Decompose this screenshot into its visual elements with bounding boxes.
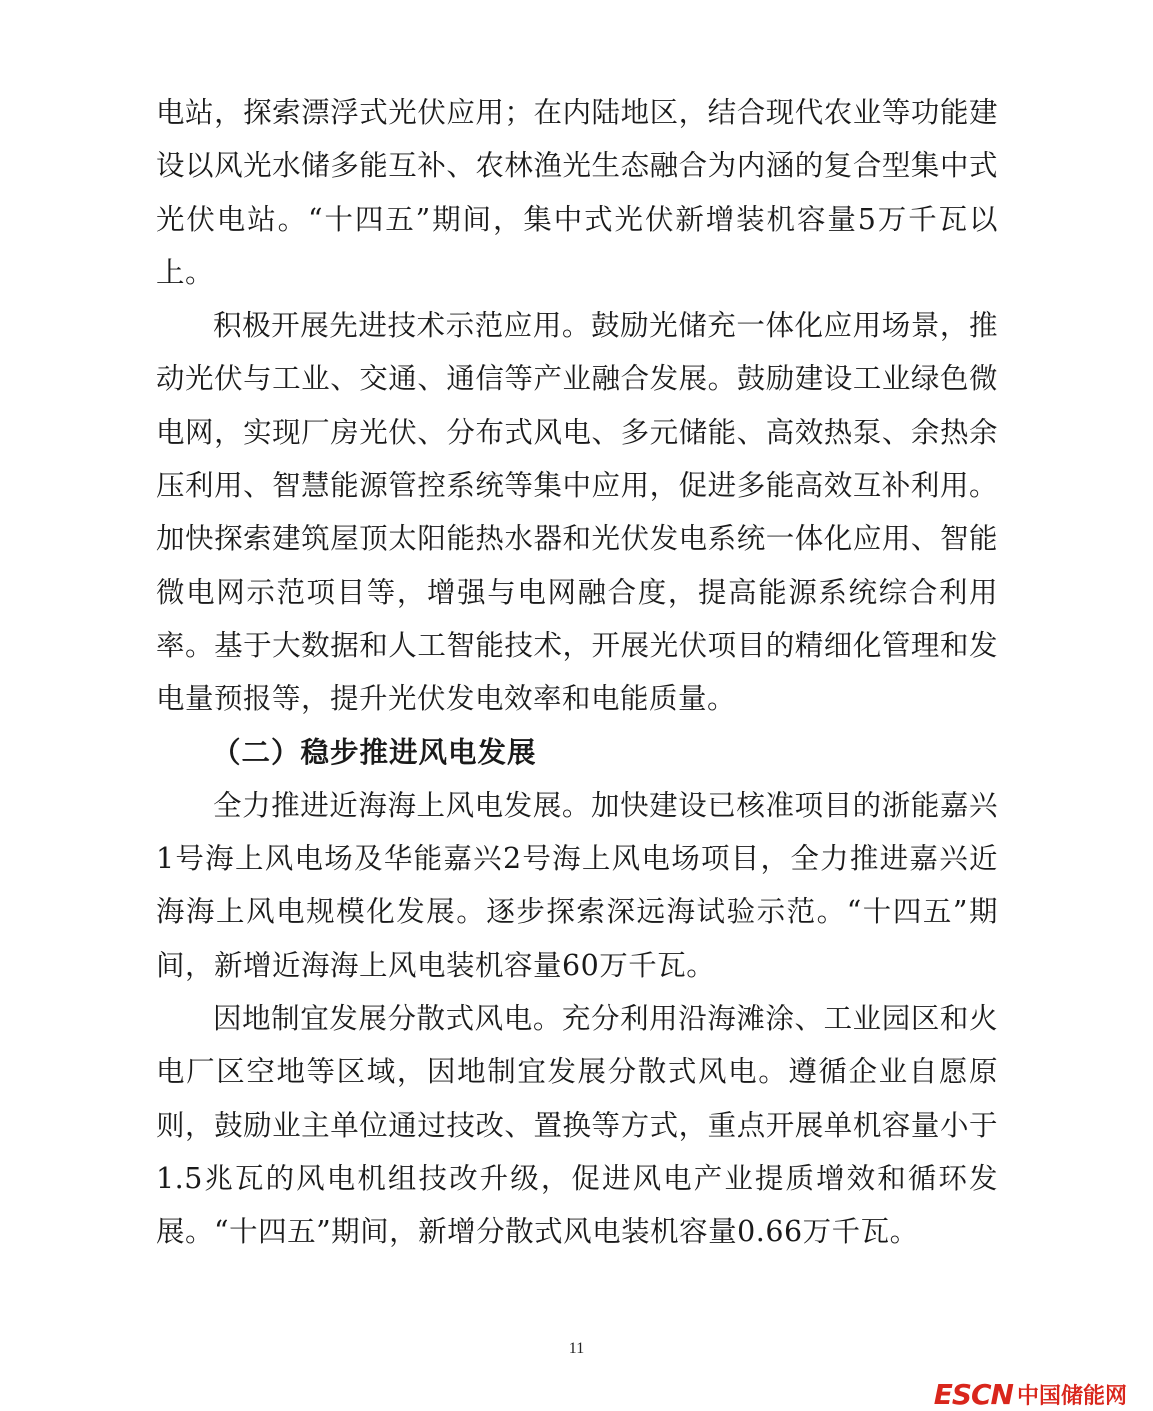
page-number: 11: [568, 1340, 585, 1357]
paragraph-2: 积极开展先进技术示范应用。鼓励光储充一体化应用场景，推动光伏与工业、交通、通信等产业融合发展。鼓励建设工业绿色微电网，实现厂房光伏、分布式风电、多元储能、高效热泵、余热余压利用、智慧能源管控系统等集中应用，促进多能高效互补利用。加快探索建筑屋顶太阳能热水器和光伏发电系统一体化应用、智能微电网示范项目等，增强与电网融合度，提高能源系统综合利用率。基于大数据和人工智能技术，开展光伏项目的精细化管理和发电量预报等，提升光伏发电效率和电能质量。: [156, 309, 998, 716]
watermark-cn: 中国储能网: [1016, 1384, 1127, 1409]
document-body: [156, 86, 998, 1259]
paragraph-4: 因地制宜发展分散式风电。充分利用沿海滩涂、工业园区和火电厂区空地等区域，因地制宜发展分散式风电。遵循企业自愿原则，鼓励业主单位通过技改、置换等方式，重点开展单机容量小于1.5兆瓦的风电机组技改升级，促进风电产业提质增效和循环发展。“十四五”期间，新增分散式风电装机容量0.66万千瓦。: [156, 1002, 998, 1249]
paragraph-3: 全力推进近海海上风电发展。加快建设已核准项目的浙能嘉兴1号海上风电场及华能嘉兴2号海上风电场项目，全力推进嘉兴近海海上风电规模化发展。逐步探索深远海试验示范。“十四五”期间，新增近海海上风电装机容量60万千瓦。: [156, 788, 998, 982]
section-heading: （二）稳步推进风电发展: [212, 734, 537, 769]
watermark-en: ESCN: [933, 1378, 1013, 1411]
paragraph-1: 电站，探索漂浮式光伏应用；在内陆地区，结合现代农业等功能建设以风光水储多能互补、农林渔光生态融合为内涵的复合型集中式光伏电站。“十四五”期间，集中式光伏新增装机容量5万千瓦以上。: [156, 96, 998, 289]
watermark-logo: [934, 1378, 1127, 1411]
